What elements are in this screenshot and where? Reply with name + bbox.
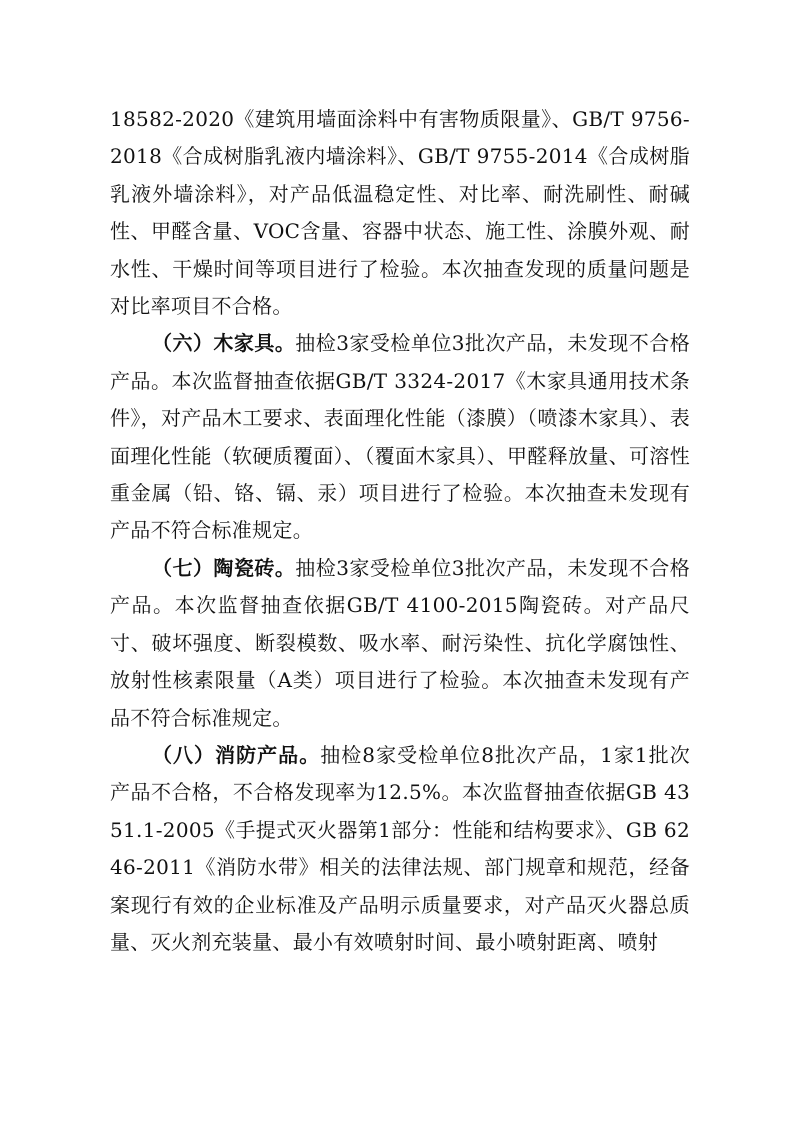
document-page bbox=[110, 101, 690, 961]
paragraph-text: 抽检3家受检单位3批次产品，未发现不合格产品。本次监督抽查依据GB/T 3324-2017《木家具通用技术条件》，对产品木工要求、表面理化性能（漆膜）（喷漆木家具）、表面理化性能（软硬质覆面）、（覆面木家具）、甲醛释放量、可溶性重金属（铅、铬、镉、汞）项目进行了检验。本次抽查未发现有产品不符合标准规定。 bbox=[110, 331, 690, 543]
paragraph-text: 抽检8家受检单位8批次产品，1家1批次产品不合格，不合格发现率为12.5%。本次监督抽查依据GB 4351.1-2005《手提式灭火器第1部分：性能和结构要求》、GB 6246-2011《消防水带》相关的法律法规、部门规章和规范，经备案现行有效的企业标准及产品明示质量要求，对产品灭火器总质量、灭火剂充装量、最小有效喷射时间、最小喷射距离、喷射 bbox=[110, 742, 690, 954]
paragraph-wood-furniture bbox=[110, 325, 690, 549]
section-heading: （八）消防产品。 bbox=[152, 742, 321, 767]
section-heading: （六）木家具。 bbox=[152, 331, 296, 356]
paragraph-ceramic-tiles bbox=[110, 550, 690, 737]
paragraph-fire-products bbox=[110, 737, 690, 961]
section-heading: （七）陶瓷砖。 bbox=[152, 555, 296, 580]
paragraph-coatings-continued bbox=[110, 101, 690, 325]
paragraph-text: 18582-2020《建筑用墙面涂料中有害物质限量》、GB/T 9756-2018《合成树脂乳液内墙涂料》、GB/T 9755-2014《合成树脂乳液外墙涂料》，对产品低温稳定性、对比率、耐洗刷性、耐碱性、甲醛含量、VOC含量、容器中状态、施工性、涂膜外观、耐水性、干燥时间等项目进行了检验。本次抽查发现的质量问题是对比率项目不合格。 bbox=[110, 107, 690, 319]
paragraph-text: 抽检3家受检单位3批次产品，未发现不合格产品。本次监督抽查依据GB/T 4100-2015陶瓷砖。对产品尺寸、破坏强度、断裂模数、吸水率、耐污染性、抗化学腐蚀性、放射性核素限量（A类）项目进行了检验。本次抽查未发现有产品不符合标准规定。 bbox=[110, 555, 690, 730]
